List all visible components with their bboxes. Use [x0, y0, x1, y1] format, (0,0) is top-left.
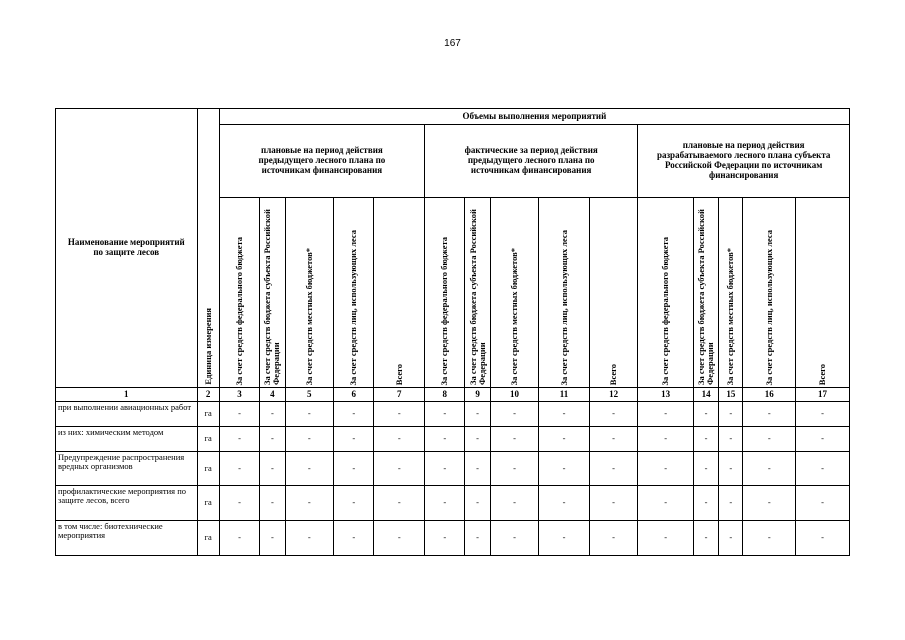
row-value: - [693, 521, 718, 556]
sub-column-header: За счет средств федерального бюджета [425, 198, 465, 388]
table-row [56, 452, 850, 486]
row-value: - [743, 402, 796, 427]
row-value: - [374, 521, 425, 556]
row-value: - [589, 427, 638, 452]
column-number: 14 [693, 388, 718, 402]
column-number: 5 [285, 388, 334, 402]
row-name: при выполнении авиационных работ [56, 402, 198, 427]
row-value: - [719, 427, 743, 452]
row-unit: га [197, 427, 219, 452]
row-name: профилактические мероприятия по защите лесов, всего [56, 486, 198, 521]
row-value: - [638, 427, 694, 452]
row-value: - [219, 521, 259, 556]
row-unit: га [197, 402, 219, 427]
row-value: - [490, 427, 539, 452]
row-value: - [719, 452, 743, 486]
row-value: - [589, 402, 638, 427]
row-value: - [589, 452, 638, 486]
group-header-planned-previous: плановые на период действия предыдущего лесного плана по источникам финансирования [219, 125, 424, 198]
row-value: - [539, 521, 590, 556]
row-value: - [285, 486, 334, 521]
row-value: - [490, 402, 539, 427]
row-value: - [425, 452, 465, 486]
sub-column-header: За счет средств федерального бюджета [638, 198, 694, 388]
column-number: 10 [490, 388, 539, 402]
column-number: 9 [465, 388, 490, 402]
sub-column-header: Всего [374, 198, 425, 388]
sub-column-header: За счет средств лиц, использующих леса [743, 198, 796, 388]
row-value: - [425, 521, 465, 556]
row-value: - [334, 427, 374, 452]
row-value: - [638, 402, 694, 427]
row-value: - [796, 452, 850, 486]
row-value: - [490, 452, 539, 486]
sub-column-header: За счет средств бюджета субъекта Российской Федерации [693, 198, 718, 388]
row-name: Предупреждение распространения вредных организмов [56, 452, 198, 486]
row-value: - [260, 402, 285, 427]
table-row [56, 402, 850, 427]
row-value: - [693, 486, 718, 521]
column-number: 12 [589, 388, 638, 402]
row-unit: га [197, 521, 219, 556]
page-number: 167 [444, 38, 461, 49]
row-value: - [539, 402, 590, 427]
column-number: 8 [425, 388, 465, 402]
row-value: - [719, 402, 743, 427]
row-value: - [425, 427, 465, 452]
row-value: - [374, 402, 425, 427]
table-row [56, 427, 850, 452]
row-value: - [465, 402, 490, 427]
row-value: - [796, 402, 850, 427]
row-value: - [374, 452, 425, 486]
row-value: - [719, 486, 743, 521]
row-value: - [285, 452, 334, 486]
sub-column-header: За счет средств бюджета субъекта Российской Федерации [465, 198, 490, 388]
sub-column-header: За счет средств местных бюджетов* [719, 198, 743, 388]
row-value: - [796, 427, 850, 452]
table-row [56, 486, 850, 521]
column-number: 16 [743, 388, 796, 402]
column-number: 11 [539, 388, 590, 402]
row-name: в том числе: биотехнические мероприятия [56, 521, 198, 556]
column-number: 7 [374, 388, 425, 402]
row-value: - [374, 486, 425, 521]
column-number: 6 [334, 388, 374, 402]
row-unit: га [197, 452, 219, 486]
row-value: - [425, 486, 465, 521]
row-value: - [539, 427, 590, 452]
unit-column-header: Единица измерения [197, 109, 219, 388]
column-number: 1 [56, 388, 198, 402]
row-value: - [589, 521, 638, 556]
sub-column-header: За счет средств местных бюджетов* [285, 198, 334, 388]
row-value: - [374, 427, 425, 452]
sub-column-header: За счет средств федерального бюджета [219, 198, 259, 388]
row-value: - [743, 521, 796, 556]
column-number: 4 [260, 388, 285, 402]
row-value: - [285, 402, 334, 427]
column-number: 15 [719, 388, 743, 402]
row-value: - [743, 427, 796, 452]
row-value: - [638, 452, 694, 486]
sub-column-header: Всего [796, 198, 850, 388]
row-value: - [465, 427, 490, 452]
row-value: - [796, 521, 850, 556]
sub-column-header: За счет средств бюджета субъекта Российской Федерации [260, 198, 285, 388]
sub-column-header: За счет средств местных бюджетов* [490, 198, 539, 388]
row-value: - [638, 486, 694, 521]
sub-column-header: За счет средств лиц, использующих леса [334, 198, 374, 388]
row-value: - [693, 427, 718, 452]
row-value: - [334, 402, 374, 427]
row-value: - [260, 486, 285, 521]
forest-protection-table [55, 108, 850, 556]
row-name: из них: химическим методом [56, 427, 198, 452]
column-number: 3 [219, 388, 259, 402]
row-value: - [219, 427, 259, 452]
row-value: - [285, 521, 334, 556]
row-unit: га [197, 486, 219, 521]
row-value: - [743, 452, 796, 486]
row-value: - [638, 521, 694, 556]
row-value: - [260, 521, 285, 556]
group-header-planned-current: плановые на период действия разрабатываемого лесного плана субъекта Российской Федерации по источникам финансирования [638, 125, 850, 198]
row-value: - [334, 452, 374, 486]
row-value: - [589, 486, 638, 521]
name-column-header: Наименование мероприятий по защите лесов [56, 109, 198, 388]
row-value: - [465, 521, 490, 556]
row-value: - [285, 427, 334, 452]
row-value: - [796, 486, 850, 521]
table-row [56, 521, 850, 556]
row-value: - [743, 486, 796, 521]
row-value: - [334, 521, 374, 556]
row-value: - [425, 402, 465, 427]
row-value: - [219, 486, 259, 521]
row-value: - [693, 402, 718, 427]
row-value: - [539, 486, 590, 521]
row-value: - [490, 521, 539, 556]
row-value: - [465, 452, 490, 486]
row-value: - [490, 486, 539, 521]
row-value: - [334, 486, 374, 521]
row-value: - [219, 402, 259, 427]
volume-header: Объемы выполнения мероприятий [219, 109, 849, 125]
sub-column-header: За счет средств лиц, использующих леса [539, 198, 590, 388]
group-header-actual-previous: фактические за период действия предыдущего лесного плана по источникам финансирования [425, 125, 638, 198]
column-number: 2 [197, 388, 219, 402]
row-value: - [465, 486, 490, 521]
row-value: - [719, 521, 743, 556]
row-value: - [260, 427, 285, 452]
row-value: - [539, 452, 590, 486]
column-number: 17 [796, 388, 850, 402]
column-number-row [56, 388, 850, 402]
sub-column-header: Всего [589, 198, 638, 388]
row-value: - [260, 452, 285, 486]
row-value: - [219, 452, 259, 486]
row-value: - [693, 452, 718, 486]
column-number: 13 [638, 388, 694, 402]
